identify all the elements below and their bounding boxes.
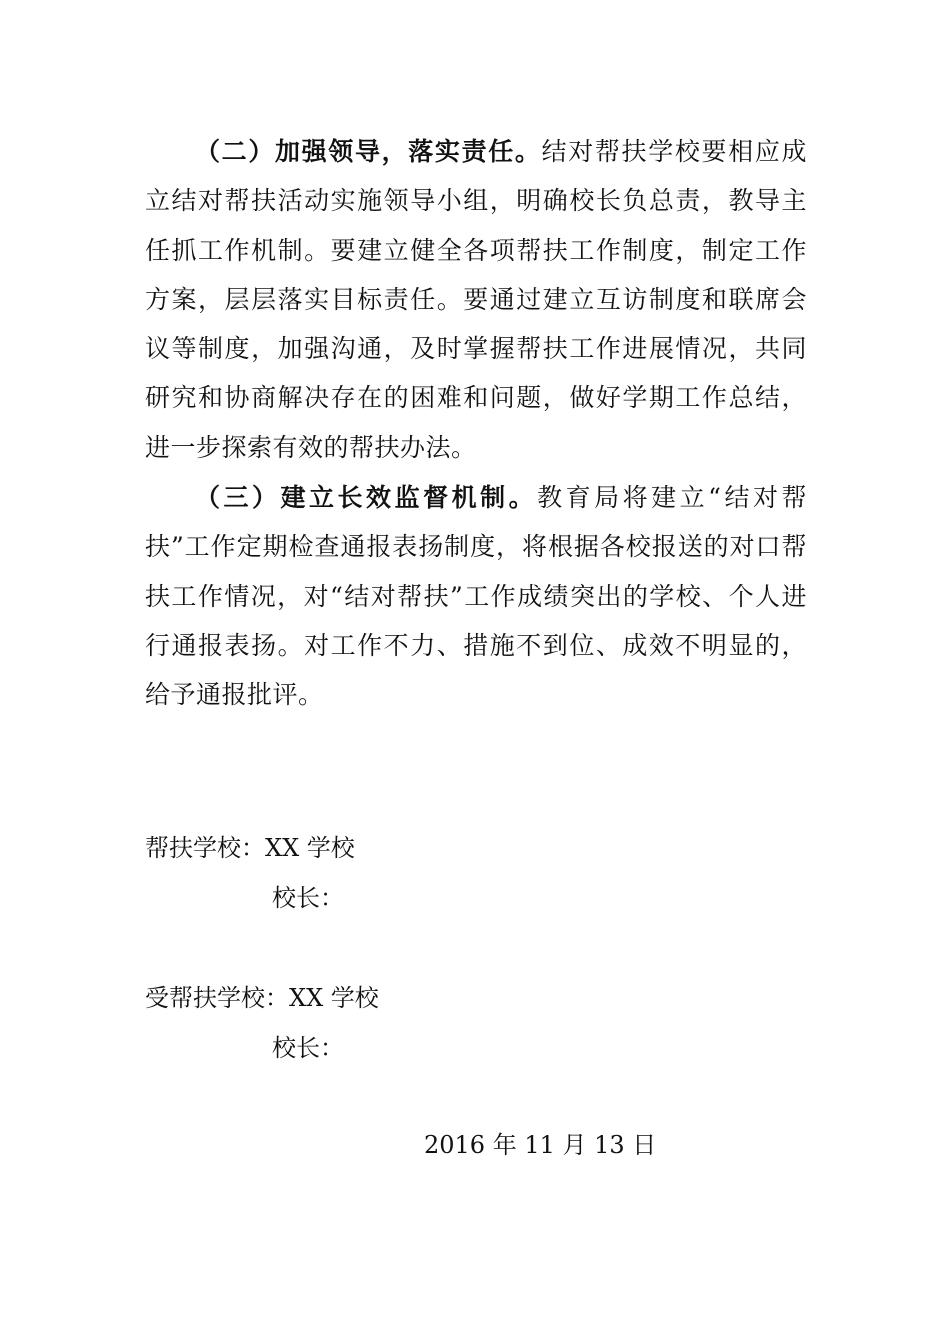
helper-principal-line: 校长： xyxy=(272,884,344,912)
helped-school-line: 受帮扶学校：XX 学校 xyxy=(145,984,379,1012)
section-2-paragraph xyxy=(145,127,807,472)
section-2-heading: （二）加强领导，落实责任。 xyxy=(195,137,542,166)
helped-principal-line: 校长： xyxy=(272,1034,344,1062)
section-2-body: 结对帮扶学校要相应成立结对帮扶活动实施领导小组，明确校长负总责，教导主任抓工作机制。要建立健全各项帮扶工作制度，制定工作方案，层层落实目标责任。要通过建立互访制度和联席会议等制度，加强沟通，及时掌握帮扶工作进展情况，共同研究和协商解决存在的困难和问题，做好学期工作总结，进一步探索有效的帮扶办法。 xyxy=(145,137,807,462)
section-3-heading: （三）建立长效监督机制。 xyxy=(195,483,538,512)
section-3-body: 教育局将建立“结对帮扶”工作定期检查通报表扬制度，将根据各校报送的对口帮扶工作情况，对“结对帮扶”工作成绩突出的学校、个人进行通报表扬。对工作不力、措施不到位、成效不明显的，给予通报批评。 xyxy=(145,483,807,710)
helper-school-line: 帮扶学校：XX 学校 xyxy=(145,834,355,862)
section-3-paragraph xyxy=(145,473,807,719)
document-date: 2016 年 11 月 13 日 xyxy=(424,1131,657,1159)
